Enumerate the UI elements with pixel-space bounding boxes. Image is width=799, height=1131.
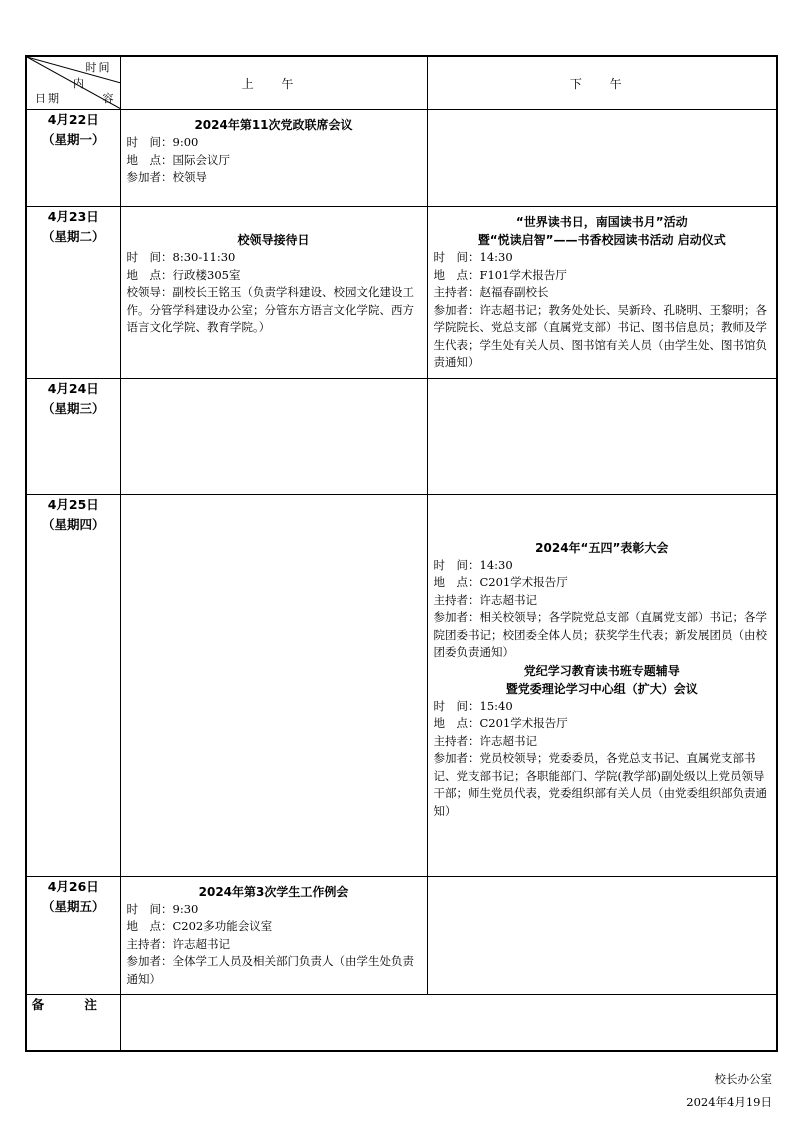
- date-label: 4月25日: [47, 496, 99, 512]
- day-row: [26, 494, 777, 876]
- date-cell: [26, 494, 120, 876]
- day-row: [26, 876, 777, 995]
- afternoon-cell: [427, 378, 777, 494]
- event-time: 时 间：8:30-11:30: [126, 250, 236, 264]
- event-leader: 校领导：副校长王铭玉（负责学科建设、校园文化建设工作。分管学科建设办公室；分管东方语言文化学院、西方语言文化学院、教育学院。）: [126, 285, 414, 334]
- weekday-label: （星期四）: [41, 516, 105, 532]
- remark-label: 备 注: [31, 997, 115, 1012]
- weekday-label: （星期五）: [41, 898, 105, 914]
- afternoon-cell: [427, 207, 777, 379]
- afternoon-cell: [427, 110, 777, 207]
- diag-label-time: 时间: [85, 61, 112, 74]
- date-label: 4月26日: [47, 878, 99, 894]
- afternoon-header: 下 午: [427, 56, 777, 110]
- event-host: 主持者：许志超书记: [433, 592, 537, 607]
- morning-header: 上 午: [120, 56, 427, 110]
- weekday-label: （星期一）: [41, 132, 105, 147]
- date-label: 4月24日: [47, 380, 99, 396]
- day-row: [26, 378, 777, 494]
- event-title: 2024年“五四”表彰大会: [535, 540, 669, 555]
- remark-label-cell: [26, 995, 120, 1052]
- event-host: 主持者：赵福春副校长: [433, 285, 549, 299]
- footer-office: 校长办公室: [714, 1072, 772, 1086]
- morning-cell: [120, 494, 427, 876]
- date-cell: [26, 378, 120, 494]
- weekly-schedule-table: [25, 55, 778, 1052]
- date-cell: [26, 110, 120, 207]
- event-participants: 参加者：全体学工人员及相关部门负责人（由学生处负责通知）: [126, 954, 414, 986]
- event-location: 地 点：C201学术报告厅: [433, 575, 568, 589]
- event-title: “世界读书日，南国读书月”活动: [515, 215, 688, 229]
- footer-date: 2024年4月19日: [686, 1095, 772, 1109]
- weekday-label: （星期二）: [41, 229, 105, 244]
- event-host: 主持者：许志超书记: [433, 733, 537, 748]
- event-location: 地 点：C202多功能会议室: [126, 919, 273, 933]
- event-participants: 参加者：校领导: [126, 170, 207, 184]
- event-subtitle: 暨“悦读启智”——书香校园读书活动 启动仪式: [477, 233, 726, 247]
- event-location: 地 点：F101学术报告厅: [433, 267, 567, 282]
- event-location: 地 点：C201学术报告厅: [433, 716, 568, 730]
- morning-cell: [120, 207, 427, 379]
- event-participants: 参加者：相关校领导；各学院党总支部（直属党支部）书记；各学院团委书记；校团委全体人员；获奖学生代表；新发展团员（由校团委负责通知）: [433, 610, 767, 659]
- event-time: 时 间：15:40: [433, 698, 513, 713]
- morning-cell: [120, 110, 427, 207]
- event-participants: 参加者：许志超书记；教务处处长、吴新玲、孔晓明、王黎明；各学院院长、党总支部（直属党支部）书记、图书信息员；教师及学生代表；学生处有关人员、图书馆有关人员（由学生处、图书馆负责通知）: [433, 302, 767, 369]
- remark-row: [26, 995, 777, 1052]
- diagonal-header-cell: [26, 56, 120, 110]
- event-title: 2024年第3次学生工作例会: [198, 884, 349, 899]
- date-cell: [26, 207, 120, 379]
- event-title: 党纪学习教育读书班专题辅导: [523, 663, 680, 678]
- header-row: [26, 56, 777, 110]
- afternoon-cell: [427, 494, 777, 876]
- event-time: 时 间：14:30: [433, 250, 513, 264]
- day-row: [26, 110, 777, 207]
- event-participants: 参加者：党员校领导；党委委员，各党总支书记、直属党支部书记、党支部书记；各职能部门、学院(教学部)副处级以上党员领导干部；师生党员代表，党委组织部有关人员（由党委组织部负责通知）: [433, 751, 767, 818]
- event-title: 校领导接待日: [237, 233, 310, 247]
- weekday-label: （星期三）: [41, 400, 105, 416]
- afternoon-cell: [427, 876, 777, 995]
- date-label: 4月23日: [47, 209, 99, 224]
- day-row: [26, 207, 777, 379]
- event-time: 时 间：9:00: [126, 135, 199, 149]
- event-location: 地 点：行政楼305室: [126, 267, 241, 282]
- event-host: 主持者：许志超书记: [126, 936, 230, 951]
- date-cell: [26, 876, 120, 995]
- diag-label-date: 日期: [35, 92, 61, 105]
- date-label: 4月22日: [47, 112, 99, 127]
- diag-label-rong: 容: [102, 92, 114, 105]
- event-time: 时 间：14:30: [433, 557, 513, 572]
- event-time: 时 间：9:30: [126, 901, 199, 916]
- event-location: 地 点：国际会议厅: [126, 152, 230, 167]
- morning-cell: [120, 876, 427, 995]
- morning-cell: [120, 378, 427, 494]
- event-subtitle: 暨党委理论学习中心组（扩大）会议: [505, 681, 698, 696]
- remark-content-cell: [120, 995, 777, 1052]
- diag-label-nei: 内: [73, 77, 84, 90]
- event-title: 2024年第11次党政联席会议: [194, 118, 353, 132]
